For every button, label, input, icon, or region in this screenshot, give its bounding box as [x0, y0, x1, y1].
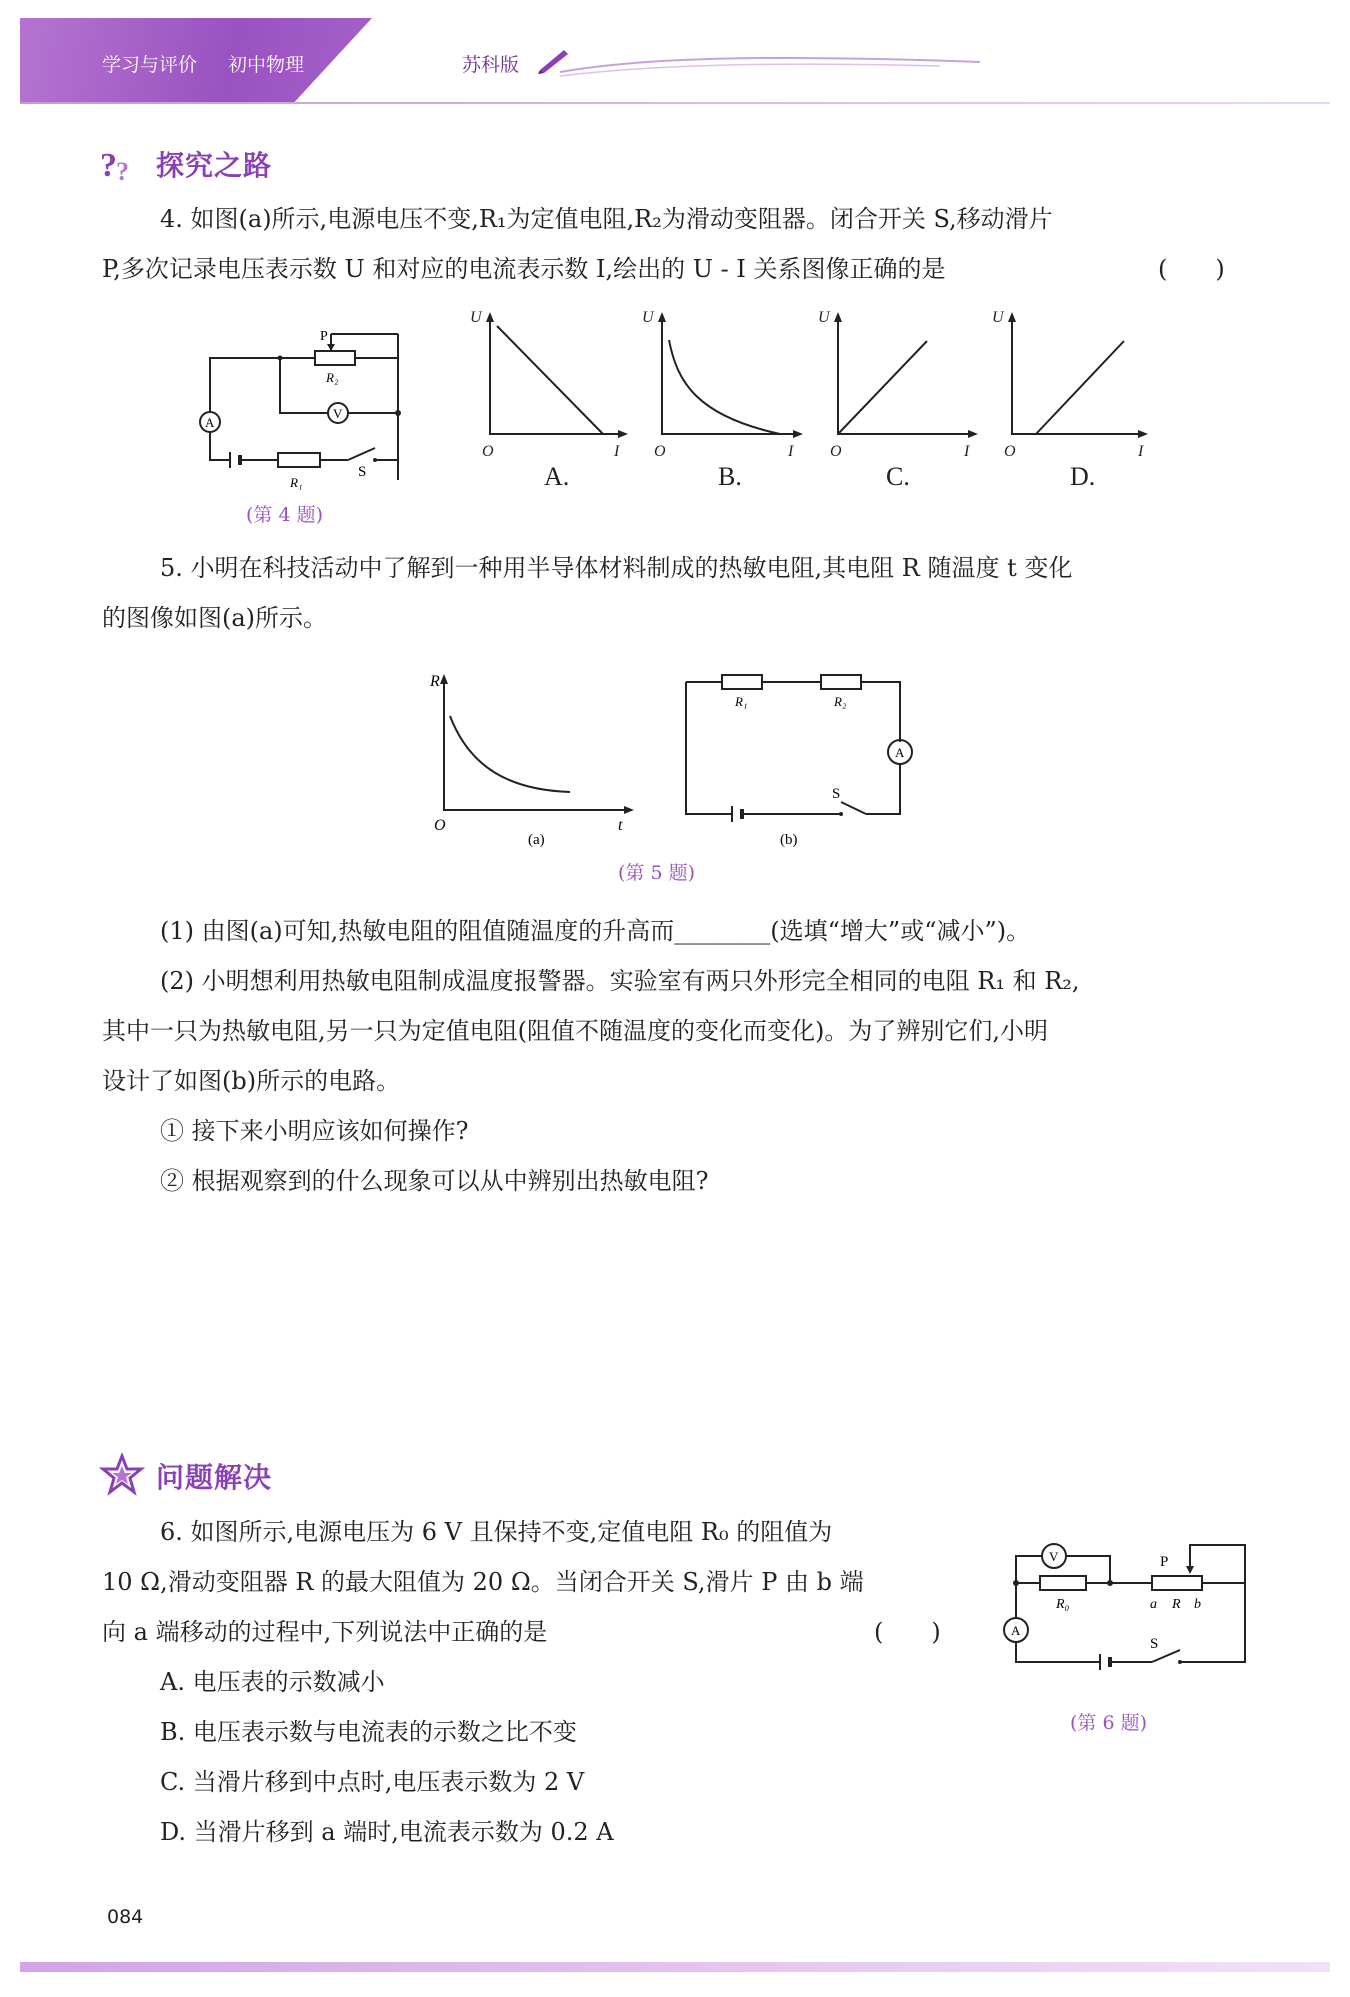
q4-r2-label: R₂ — [326, 370, 339, 385]
q6-option-b: B. 电压表示数与电流表的示数之比不变 — [160, 1718, 577, 1746]
q6-switch-label: S — [1150, 1636, 1159, 1652]
q6-r0-label: R₀ — [1056, 1597, 1070, 1612]
q4-option-a: A. — [544, 462, 570, 491]
q5-question-b: ② 根据观察到的什么现象可以从中辨别出热敏电阻? — [160, 1167, 709, 1195]
q6-r-label: R — [1172, 1597, 1181, 1612]
q4-slider-label: P — [320, 329, 328, 344]
header-swash — [560, 52, 980, 82]
graph-d-u-label: U — [992, 309, 1004, 326]
q5-sub2-line1: (2) 小明想利用热敏电阻制成温度报警器。实验室有两只外形完全相同的电阻 R₁ 和 R₂, — [160, 967, 1080, 995]
q5-r2-label: R₂ — [834, 694, 847, 709]
svg-text:?: ? — [100, 147, 117, 184]
q6-end-a-label: a — [1150, 1597, 1157, 1612]
q6-line3: 向 a 端移动的过程中,下列说法中正确的是 — [102, 1618, 548, 1646]
q6-option-d: D. 当滑片移到 a 端时,电流表示数为 0.2 A — [160, 1818, 614, 1846]
q5-question-a: ① 接下来小明应该如何操作? — [160, 1117, 469, 1145]
q6-option-a: A. 电压表的示数减小 — [160, 1668, 385, 1696]
q6-line1: 6. 如图所示,电源电压为 6 V 且保持不变,定值电阻 R₀ 的阻值为 — [160, 1518, 833, 1546]
q6-end-b-label: b — [1194, 1597, 1201, 1612]
q5-line1: 5. 小明在科技活动中了解到一种用半导体材料制成的热敏电阻,其电阻 R 随温度 t 变化 — [160, 554, 1073, 582]
graph-b-u-label: U — [642, 309, 654, 326]
header-book: 学习与评价 — [102, 54, 198, 76]
q5-t-axis-label: t — [618, 817, 623, 834]
q5-circuit-b — [676, 668, 926, 848]
q4-r1-label: R₁ — [290, 475, 303, 490]
q5-origin-label: O — [434, 817, 446, 834]
q5-switch-label: S — [832, 786, 841, 802]
graph-b-origin: O — [654, 443, 666, 460]
q4-switch-label: S — [358, 464, 367, 480]
page-number: 084 — [107, 1906, 144, 1928]
header-rule — [20, 102, 1330, 104]
q5-sub1: (1) 由图(a)可知,热敏电阻的阻值随温度的升高而________(选填“增大”或“减小”)。 — [160, 917, 1031, 945]
graph-a-origin: O — [482, 443, 494, 460]
q4-line2: P,多次记录电压表示数 U 和对应的电流表示数 I,绘出的 U - I 关系图像正确的是 — [102, 255, 946, 283]
q6-option-c: C. 当滑片移到中点时,电压表示数为 2 V — [160, 1768, 585, 1796]
q6-caption: (第 6 题) — [1070, 1712, 1147, 1734]
q5-sub2-line2: 其中一只为热敏电阻,另一只为定值电阻(阻值不随温度的变化而变化)。为了辨别它们,小明 — [102, 1017, 1048, 1045]
q5-rt-graph — [420, 668, 640, 848]
section-title-explore: 探究之路 — [156, 149, 273, 182]
footer-band — [20, 1962, 1330, 1972]
q5-graph-a-label: (a) — [528, 832, 545, 848]
q5-graph-b-label: (b) — [780, 832, 798, 848]
q4-line1: 4. 如图(a)所示,电源电压不变,R₁为定值电阻,R₂为滑动变阻器。闭合开关 S,移动滑片 — [160, 205, 1053, 233]
header-edition: 苏科版 — [462, 54, 520, 76]
q4-option-d: D. — [1070, 462, 1096, 491]
q5-r-axis-label: R — [430, 673, 440, 690]
q4-voltmeter-label: V — [333, 406, 343, 421]
q5-caption: (第 5 题) — [618, 862, 695, 884]
graph-c-i-label: I — [964, 443, 970, 460]
header-subject: 初中物理 — [228, 54, 305, 76]
q4-circuit-diagram — [190, 320, 420, 495]
graph-a-i-label: I — [614, 443, 620, 460]
q6-line2: 10 Ω,滑动变阻器 R 的最大阻值为 20 Ω。当闭合开关 S,滑片 P 由 b 端 — [102, 1568, 864, 1596]
graph-a-u-label: U — [470, 309, 482, 326]
q5-sub2-line3: 设计了如图(b)所示的电路。 — [102, 1067, 401, 1095]
q4-bracket: ( ) — [1158, 255, 1225, 283]
q4-ammeter-label: A — [205, 415, 215, 430]
graph-c-u-label: U — [818, 309, 830, 326]
star-icon — [100, 1454, 144, 1494]
q5-ammeter-label: A — [895, 745, 905, 760]
q4-caption: (第 4 题) — [246, 504, 323, 526]
svg-text:?: ? — [116, 157, 129, 186]
header-grade: 九年级上册 — [334, 54, 430, 76]
graph-d-origin: O — [1004, 443, 1016, 460]
graph-c-origin: O — [830, 443, 842, 460]
q5-r1-label: R₁ — [735, 694, 748, 709]
graph-d-i-label: I — [1138, 443, 1144, 460]
q6-voltmeter-label: V — [1049, 1549, 1059, 1564]
q6-bracket: ( ) — [874, 1618, 941, 1646]
q6-slider-label: P — [1160, 1554, 1169, 1570]
q4-option-b: B. — [718, 462, 742, 491]
question-mark-icon — [100, 144, 144, 184]
q4-option-c: C. — [886, 462, 910, 491]
q6-circuit-diagram — [990, 1538, 1250, 1698]
q6-ammeter-label: A — [1011, 1623, 1021, 1638]
q5-line2: 的图像如图(a)所示。 — [102, 604, 328, 632]
graph-b-i-label: I — [788, 443, 794, 460]
section-title-solve: 问题解决 — [156, 1461, 273, 1494]
